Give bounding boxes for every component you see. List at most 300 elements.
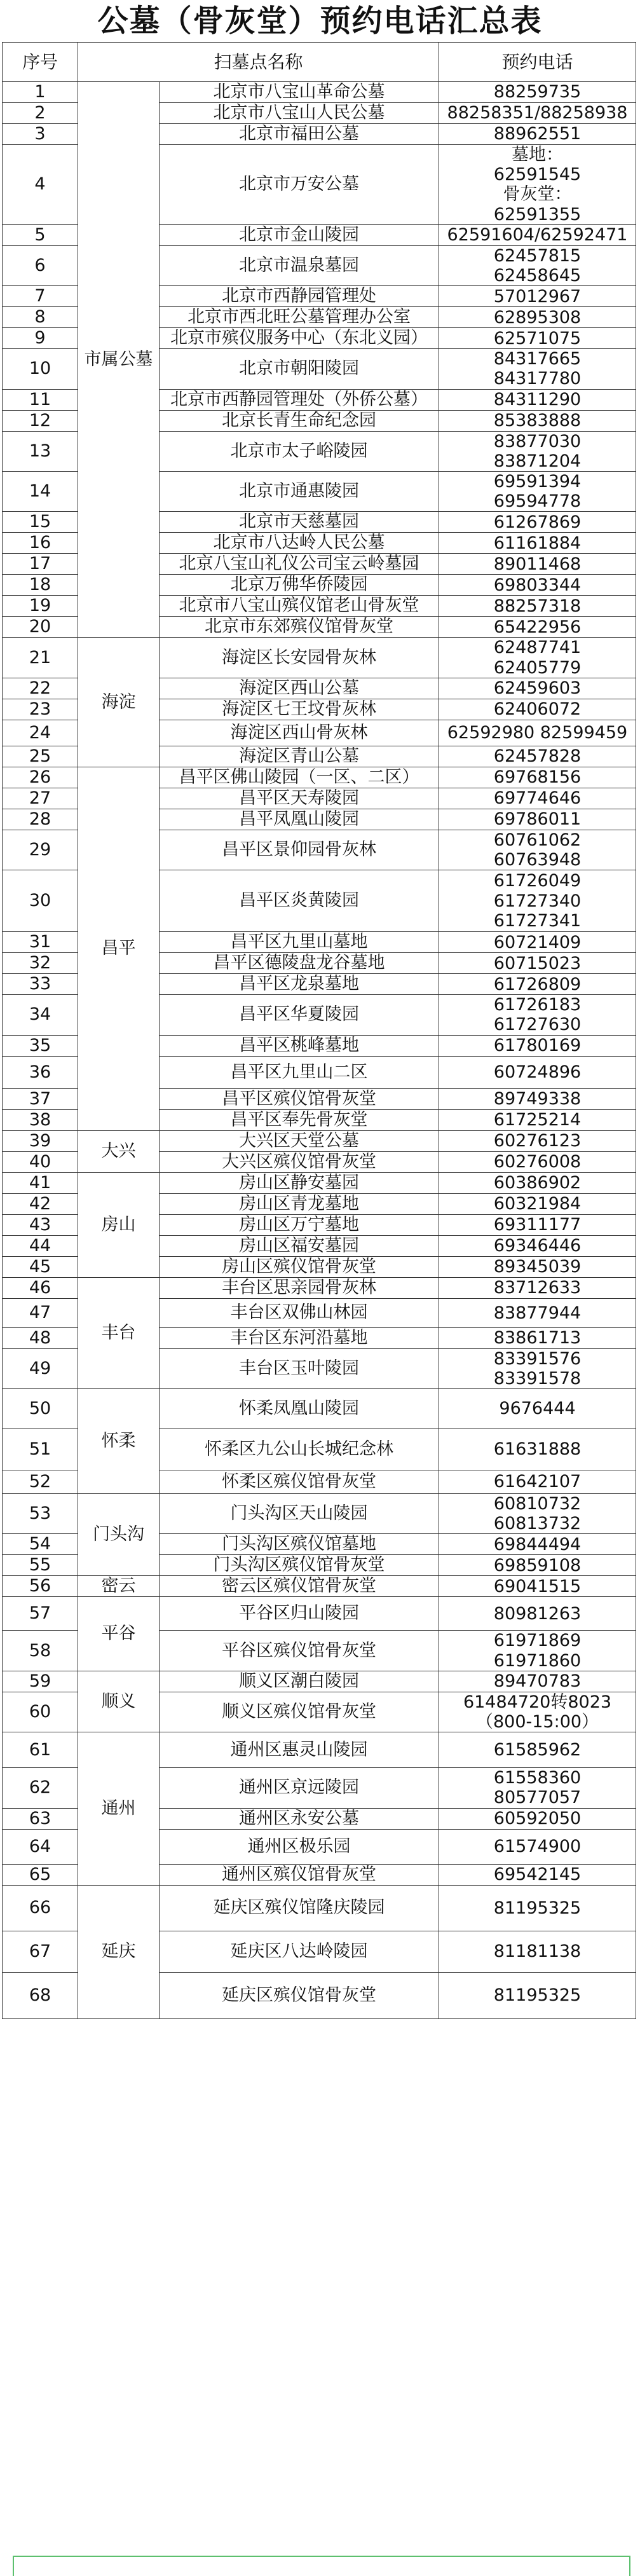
row-number: 42 — [3, 1193, 78, 1214]
phone-cell — [439, 932, 636, 953]
district-cell: 海淀 — [78, 638, 160, 767]
phone-number: 69311177 — [493, 1215, 582, 1235]
row-number: 16 — [3, 533, 78, 554]
phone-cell — [439, 124, 636, 145]
cemetery-name: 昌平区殡仪馆骨灰堂 — [160, 1088, 439, 1109]
phone-number: 61558360 — [493, 1768, 582, 1788]
cemetery-name: 顺义区潮白陵园 — [160, 1671, 439, 1692]
phone-cell — [439, 512, 636, 533]
row-number: 12 — [3, 410, 78, 431]
row-number: 36 — [3, 1056, 78, 1088]
phone-number: 88258351/88258938 — [447, 103, 628, 123]
phone-number: 60724896 — [493, 1062, 582, 1083]
row-number: 4 — [3, 145, 78, 225]
cemetery-name: 昌平区德陵盘龙谷墓地 — [160, 953, 439, 974]
cemetery-name: 房山区青龙墓地 — [160, 1193, 439, 1214]
row-number: 6 — [3, 245, 78, 285]
phone-number: 89749338 — [493, 1089, 582, 1109]
row-number: 28 — [3, 809, 78, 830]
cemetery-name: 北京市西北旺公墓管理办公室 — [160, 307, 439, 328]
cemetery-name: 房山区殡仪馆骨灰堂 — [160, 1256, 439, 1277]
row-number: 22 — [3, 678, 78, 699]
phone-cell — [439, 554, 636, 575]
row-number: 11 — [3, 389, 78, 410]
phone-cell — [439, 389, 636, 410]
cemetery-name: 北京八宝山礼仪公司宝云岭墓园 — [160, 554, 439, 575]
row-number: 50 — [3, 1389, 78, 1429]
cemetery-name: 昌平区天寿陵园 — [160, 788, 439, 809]
cemetery-name: 大兴区殡仪馆骨灰堂 — [160, 1151, 439, 1172]
cemetery-name: 海淀区青山公墓 — [160, 746, 439, 767]
district-cell: 平谷 — [78, 1597, 160, 1671]
phone-number: 89011468 — [493, 554, 582, 574]
phone-number: 65422956 — [493, 617, 582, 637]
cemetery-name: 丰台区双佛山林园 — [160, 1298, 439, 1327]
row-number: 47 — [3, 1298, 78, 1327]
row-number: 1 — [3, 82, 78, 103]
phone-cell — [439, 974, 636, 995]
phone-cell — [439, 103, 636, 124]
cemetery-name: 房山区万宁墓地 — [160, 1214, 439, 1235]
cemetery-name: 门头沟区殡仪馆骨灰堂 — [160, 1555, 439, 1576]
cemetery-name: 北京市八达岭人民公墓 — [160, 533, 439, 554]
row-number: 27 — [3, 788, 78, 809]
phone-number: 83391576 — [493, 1348, 582, 1369]
row-number: 68 — [3, 1972, 78, 2018]
phone-cell — [439, 1193, 636, 1214]
district-cell: 通州 — [78, 1732, 160, 1885]
phone-number: 88259735 — [493, 82, 582, 102]
phone-number: 62487741 — [493, 638, 582, 658]
row-number: 55 — [3, 1555, 78, 1576]
phone-number: 80577057 — [493, 1788, 582, 1808]
phone-cell — [439, 224, 636, 245]
row-number: 53 — [3, 1494, 78, 1534]
row-number: 57 — [3, 1597, 78, 1631]
row-number: 10 — [3, 349, 78, 389]
cemetery-name: 平谷区归山陵园 — [160, 1597, 439, 1631]
phone-number: 60810732 — [493, 1494, 582, 1514]
row-number: 41 — [3, 1172, 78, 1193]
cemetery-name: 北京市八宝山人民公墓 — [160, 103, 439, 124]
phone-number: 60321984 — [493, 1194, 582, 1214]
row-number: 35 — [3, 1035, 78, 1056]
phone-number: 9676444 — [499, 1399, 576, 1419]
phone-number: 60276123 — [493, 1131, 582, 1151]
phone-cell — [439, 1885, 636, 1931]
cemetery-name: 延庆区殡仪馆隆庆陵园 — [160, 1885, 439, 1931]
phone-cell — [439, 1494, 636, 1534]
cemetery-name: 北京市东郊殡仪馆骨灰堂 — [160, 617, 439, 638]
phone-number: 61971860 — [493, 1650, 582, 1671]
row-number: 33 — [3, 974, 78, 995]
row-number: 43 — [3, 1214, 78, 1235]
district-cell: 密云 — [78, 1576, 160, 1597]
cemetery-name: 延庆区八达岭陵园 — [160, 1931, 439, 1972]
phone-number: 83877030 — [493, 431, 582, 451]
table-row — [3, 1597, 636, 1631]
phone-number: 88962551 — [493, 124, 582, 144]
phone-cell — [439, 1389, 636, 1429]
cemetery-name: 昌平区景仰园骨灰林 — [160, 830, 439, 870]
row-number: 59 — [3, 1671, 78, 1692]
row-number: 60 — [3, 1692, 78, 1732]
phone-cell — [439, 1576, 636, 1597]
header-phone: 预约电话 — [439, 43, 636, 82]
phone-cell — [439, 746, 636, 767]
phone-number: 69591394 — [493, 472, 582, 492]
cemetery-name: 北京市金山陵园 — [160, 224, 439, 245]
phone-cell — [439, 617, 636, 638]
phone-cell — [439, 1172, 636, 1193]
phone-cell — [439, 1931, 636, 1972]
phone-cell — [439, 1429, 636, 1470]
phone-cell — [439, 575, 636, 596]
row-number: 54 — [3, 1534, 78, 1555]
phone-number: 81195325 — [493, 1898, 582, 1918]
page-title: 公墓（骨灰堂）预约电话汇总表 — [97, 3, 543, 39]
phone-number: 69803344 — [493, 575, 582, 595]
cemetery-name: 北京市通惠陵园 — [160, 472, 439, 512]
phone-number: 81181138 — [493, 1942, 582, 1962]
row-number: 29 — [3, 830, 78, 870]
phone-cell — [439, 1597, 636, 1631]
row-number: 56 — [3, 1576, 78, 1597]
phone-number: 61585962 — [493, 1740, 582, 1760]
phone-cell — [439, 830, 636, 870]
row-number: 65 — [3, 1864, 78, 1885]
phone-number: 61971869 — [493, 1631, 582, 1651]
phone-number: 62591604/62592471 — [447, 225, 628, 245]
cemetery-name: 海淀区七王坟骨灰林 — [160, 699, 439, 720]
phone-cell — [439, 678, 636, 699]
phone-number: 62406072 — [493, 699, 582, 720]
phone-cell — [439, 1214, 636, 1235]
phone-number: 83712633 — [493, 1278, 582, 1298]
phone-number: 61574900 — [493, 1837, 582, 1857]
phone-cell — [439, 349, 636, 389]
table-row — [3, 1277, 636, 1298]
phone-cell — [439, 1631, 636, 1671]
cemetery-name: 北京市福田公墓 — [160, 124, 439, 145]
phone-number: 69859108 — [493, 1555, 582, 1575]
row-number: 25 — [3, 746, 78, 767]
cemetery-name: 昌平区龙泉墓地 — [160, 974, 439, 995]
table-row — [3, 1885, 636, 1931]
phone-cell — [439, 286, 636, 307]
phone-cell — [439, 767, 636, 788]
row-number: 61 — [3, 1732, 78, 1768]
phone-number: 骨灰堂： — [503, 184, 572, 205]
row-number: 23 — [3, 699, 78, 720]
phone-cell — [439, 1671, 636, 1692]
district-cell: 大兴 — [78, 1130, 160, 1172]
phone-cell — [439, 1151, 636, 1172]
cemetery-name: 怀柔区殡仪馆骨灰堂 — [160, 1470, 439, 1494]
phone-number: 80981263 — [493, 1603, 582, 1624]
phone-number: 69041515 — [493, 1576, 582, 1596]
phone-cell — [439, 1277, 636, 1298]
phone-cell — [439, 1256, 636, 1277]
phone-number: 62895308 — [493, 307, 582, 327]
phone-number: 69346446 — [493, 1236, 582, 1256]
phone-cell — [439, 1035, 636, 1056]
row-number: 19 — [3, 596, 78, 617]
phone-number: 62592980 82599459 — [447, 723, 628, 743]
phone-cell — [439, 1808, 636, 1829]
phone-number: 60386902 — [493, 1173, 582, 1193]
table-row — [3, 1172, 636, 1193]
phone-number: 69844494 — [493, 1534, 582, 1554]
district-cell: 门头沟 — [78, 1494, 160, 1576]
cemetery-name: 昌平凤凰山陵园 — [160, 809, 439, 830]
row-number: 44 — [3, 1235, 78, 1256]
table-row — [3, 1389, 636, 1429]
phone-number: 69768156 — [493, 767, 582, 788]
phone-cell — [439, 1088, 636, 1109]
reservation-phone-table — [2, 42, 636, 2019]
row-number: 30 — [3, 870, 78, 932]
phone-number: 62405779 — [493, 657, 582, 678]
header-no: 序号 — [3, 43, 78, 82]
cemetery-name: 北京万佛华侨陵园 — [160, 575, 439, 596]
row-number: 46 — [3, 1277, 78, 1298]
row-number: 39 — [3, 1130, 78, 1151]
row-number: 17 — [3, 554, 78, 575]
cemetery-name: 海淀区长安园骨灰林 — [160, 638, 439, 678]
phone-cell — [439, 245, 636, 285]
cemetery-name: 北京市殡仪服务中心（东北义园） — [160, 328, 439, 349]
phone-number: 89470783 — [493, 1671, 582, 1692]
table-row — [3, 82, 636, 103]
phone-number: 61726049 — [493, 871, 582, 891]
cemetery-name: 北京市西静园管理处（外侨公墓） — [160, 389, 439, 410]
row-number: 64 — [3, 1829, 78, 1864]
phone-cell — [439, 788, 636, 809]
phone-number: 墓地： — [512, 145, 564, 165]
row-number: 2 — [3, 103, 78, 124]
phone-cell — [439, 596, 636, 617]
cemetery-name: 昌平区奉先骨灰堂 — [160, 1109, 439, 1130]
cemetery-name: 通州区殡仪馆骨灰堂 — [160, 1864, 439, 1885]
row-number: 9 — [3, 328, 78, 349]
phone-cell — [439, 1768, 636, 1808]
phone-number: 84317665 — [493, 349, 582, 369]
cemetery-name: 丰台区玉叶陵园 — [160, 1348, 439, 1388]
table-row — [3, 1671, 636, 1692]
row-number: 45 — [3, 1256, 78, 1277]
cemetery-name: 北京市温泉墓园 — [160, 245, 439, 285]
phone-number: 60592050 — [493, 1809, 582, 1829]
phone-number: 61727340 — [493, 891, 582, 911]
phone-number: 62458645 — [493, 266, 582, 286]
phone-number: 84317780 — [493, 369, 582, 389]
cemetery-name: 密云区殡仪馆骨灰堂 — [160, 1576, 439, 1597]
cemetery-name: 北京市西静园管理处 — [160, 286, 439, 307]
phone-cell — [439, 870, 636, 932]
cemetery-name: 北京市万安公墓 — [160, 145, 439, 225]
cemetery-name: 北京市天慈墓园 — [160, 512, 439, 533]
row-number: 51 — [3, 1429, 78, 1470]
phone-number: 60761062 — [493, 830, 582, 850]
phone-number: 83877944 — [493, 1303, 582, 1323]
cemetery-name: 海淀区西山骨灰林 — [160, 720, 439, 746]
cemetery-name: 通州区永安公墓 — [160, 1808, 439, 1829]
phone-number: 69542145 — [493, 1865, 582, 1885]
phone-cell — [439, 1732, 636, 1768]
phone-number: 69774646 — [493, 788, 582, 809]
phone-number: 57012967 — [493, 286, 582, 306]
next-section-frame — [13, 2556, 630, 2576]
phone-cell — [439, 145, 636, 225]
table-header-row — [3, 43, 636, 82]
phone-cell — [439, 472, 636, 512]
phone-number: 61161884 — [493, 533, 582, 553]
phone-number: 61484720转8023 — [463, 1692, 612, 1712]
row-number: 34 — [3, 995, 78, 1035]
cemetery-name: 通州区京远陵园 — [160, 1768, 439, 1808]
cemetery-name: 怀柔区九公山长城纪念林 — [160, 1429, 439, 1470]
cemetery-name: 北京市太子峪陵园 — [160, 431, 439, 471]
cemetery-name: 顺义区殡仪馆骨灰堂 — [160, 1692, 439, 1732]
phone-number: 84311290 — [493, 390, 582, 410]
row-number: 32 — [3, 953, 78, 974]
cemetery-name: 平谷区殡仪馆骨灰堂 — [160, 1631, 439, 1671]
header-name: 扫墓点名称 — [78, 43, 439, 82]
phone-cell — [439, 1109, 636, 1130]
row-number: 13 — [3, 431, 78, 471]
phone-cell — [439, 1864, 636, 1885]
phone-number: 69594778 — [493, 491, 582, 512]
phone-cell — [439, 1327, 636, 1348]
phone-number: 60721409 — [493, 932, 582, 952]
phone-cell — [439, 1348, 636, 1388]
phone-number: 62591545 — [493, 165, 582, 185]
phone-cell — [439, 1829, 636, 1864]
phone-cell — [439, 1555, 636, 1576]
cemetery-name: 大兴区天堂公墓 — [160, 1130, 439, 1151]
cemetery-name: 通州区惠灵山陵园 — [160, 1732, 439, 1768]
phone-cell — [439, 995, 636, 1035]
cemetery-name: 昌平区桃峰墓地 — [160, 1035, 439, 1056]
row-number: 31 — [3, 932, 78, 953]
phone-number: 60276008 — [493, 1152, 582, 1172]
cemetery-name: 北京市八宝山革命公墓 — [160, 82, 439, 103]
phone-number: 60813732 — [493, 1514, 582, 1534]
cemetery-name: 延庆区殡仪馆骨灰堂 — [160, 1972, 439, 2018]
phone-cell — [439, 533, 636, 554]
district-cell: 昌平 — [78, 767, 160, 1130]
row-number: 38 — [3, 1109, 78, 1130]
phone-cell — [439, 431, 636, 471]
table-row — [3, 1732, 636, 1768]
phone-number: 83861713 — [493, 1328, 582, 1348]
phone-number: 81195325 — [493, 1985, 582, 2006]
phone-cell — [439, 1692, 636, 1732]
phone-cell — [439, 1130, 636, 1151]
cemetery-name: 昌平区华夏陵园 — [160, 995, 439, 1035]
phone-cell — [439, 1298, 636, 1327]
row-number: 63 — [3, 1808, 78, 1829]
phone-number: 61726809 — [493, 974, 582, 994]
row-number: 3 — [3, 124, 78, 145]
cemetery-name: 通州区极乐园 — [160, 1829, 439, 1864]
phone-number: 85383888 — [493, 411, 582, 431]
district-cell: 延庆 — [78, 1885, 160, 2018]
row-number: 26 — [3, 767, 78, 788]
phone-cell — [439, 1235, 636, 1256]
row-number: 58 — [3, 1631, 78, 1671]
phone-number: 83871204 — [493, 451, 582, 471]
cemetery-name: 丰台区东河沿墓地 — [160, 1327, 439, 1348]
phone-cell — [439, 638, 636, 678]
phone-cell — [439, 809, 636, 830]
phone-number: 60763948 — [493, 850, 582, 870]
district-cell: 房山 — [78, 1172, 160, 1277]
phone-number: 61631888 — [493, 1439, 582, 1460]
cemetery-name: 昌平区佛山陵园（一区、二区） — [160, 767, 439, 788]
phone-number: （800-15:00） — [475, 1712, 599, 1732]
phone-cell — [439, 307, 636, 328]
row-number: 7 — [3, 286, 78, 307]
row-number: 52 — [3, 1470, 78, 1494]
cemetery-name: 门头沟区天山陵园 — [160, 1494, 439, 1534]
row-number: 48 — [3, 1327, 78, 1348]
phone-cell — [439, 410, 636, 431]
phone-number: 62571075 — [493, 328, 582, 348]
row-number: 62 — [3, 1768, 78, 1808]
phone-number: 61267869 — [493, 512, 582, 532]
row-number: 21 — [3, 638, 78, 678]
cemetery-name: 昌平区炎黄陵园 — [160, 870, 439, 932]
phone-number: 60715023 — [493, 953, 582, 973]
phone-number: 61726183 — [493, 995, 582, 1015]
phone-cell — [439, 1972, 636, 2018]
row-number: 37 — [3, 1088, 78, 1109]
row-number: 40 — [3, 1151, 78, 1172]
phone-number: 61727341 — [493, 910, 582, 931]
cemetery-name: 丰台区思亲园骨灰林 — [160, 1277, 439, 1298]
phone-cell — [439, 1056, 636, 1088]
phone-number: 83391578 — [493, 1368, 582, 1388]
table-row — [3, 1494, 636, 1534]
table-row — [3, 1130, 636, 1151]
district-cell: 怀柔 — [78, 1389, 160, 1494]
row-number: 5 — [3, 224, 78, 245]
phone-number: 69786011 — [493, 809, 582, 830]
row-number: 20 — [3, 617, 78, 638]
phone-number: 61725214 — [493, 1110, 582, 1130]
phone-cell — [439, 699, 636, 720]
row-number: 24 — [3, 720, 78, 746]
district-cell: 顺义 — [78, 1671, 160, 1732]
cemetery-name: 门头沟区殡仪馆墓地 — [160, 1534, 439, 1555]
table-row — [3, 638, 636, 678]
phone-cell — [439, 82, 636, 103]
phone-cell — [439, 1470, 636, 1494]
row-number: 49 — [3, 1348, 78, 1388]
row-number: 15 — [3, 512, 78, 533]
cemetery-name: 房山区静安墓园 — [160, 1172, 439, 1193]
phone-number: 89345039 — [493, 1257, 582, 1277]
phone-number: 61727630 — [493, 1015, 582, 1035]
district-cell: 丰台 — [78, 1277, 160, 1388]
phone-number: 61780169 — [493, 1036, 582, 1056]
phone-cell — [439, 328, 636, 349]
table-row — [3, 767, 636, 788]
table-row — [3, 1576, 636, 1597]
row-number: 8 — [3, 307, 78, 328]
